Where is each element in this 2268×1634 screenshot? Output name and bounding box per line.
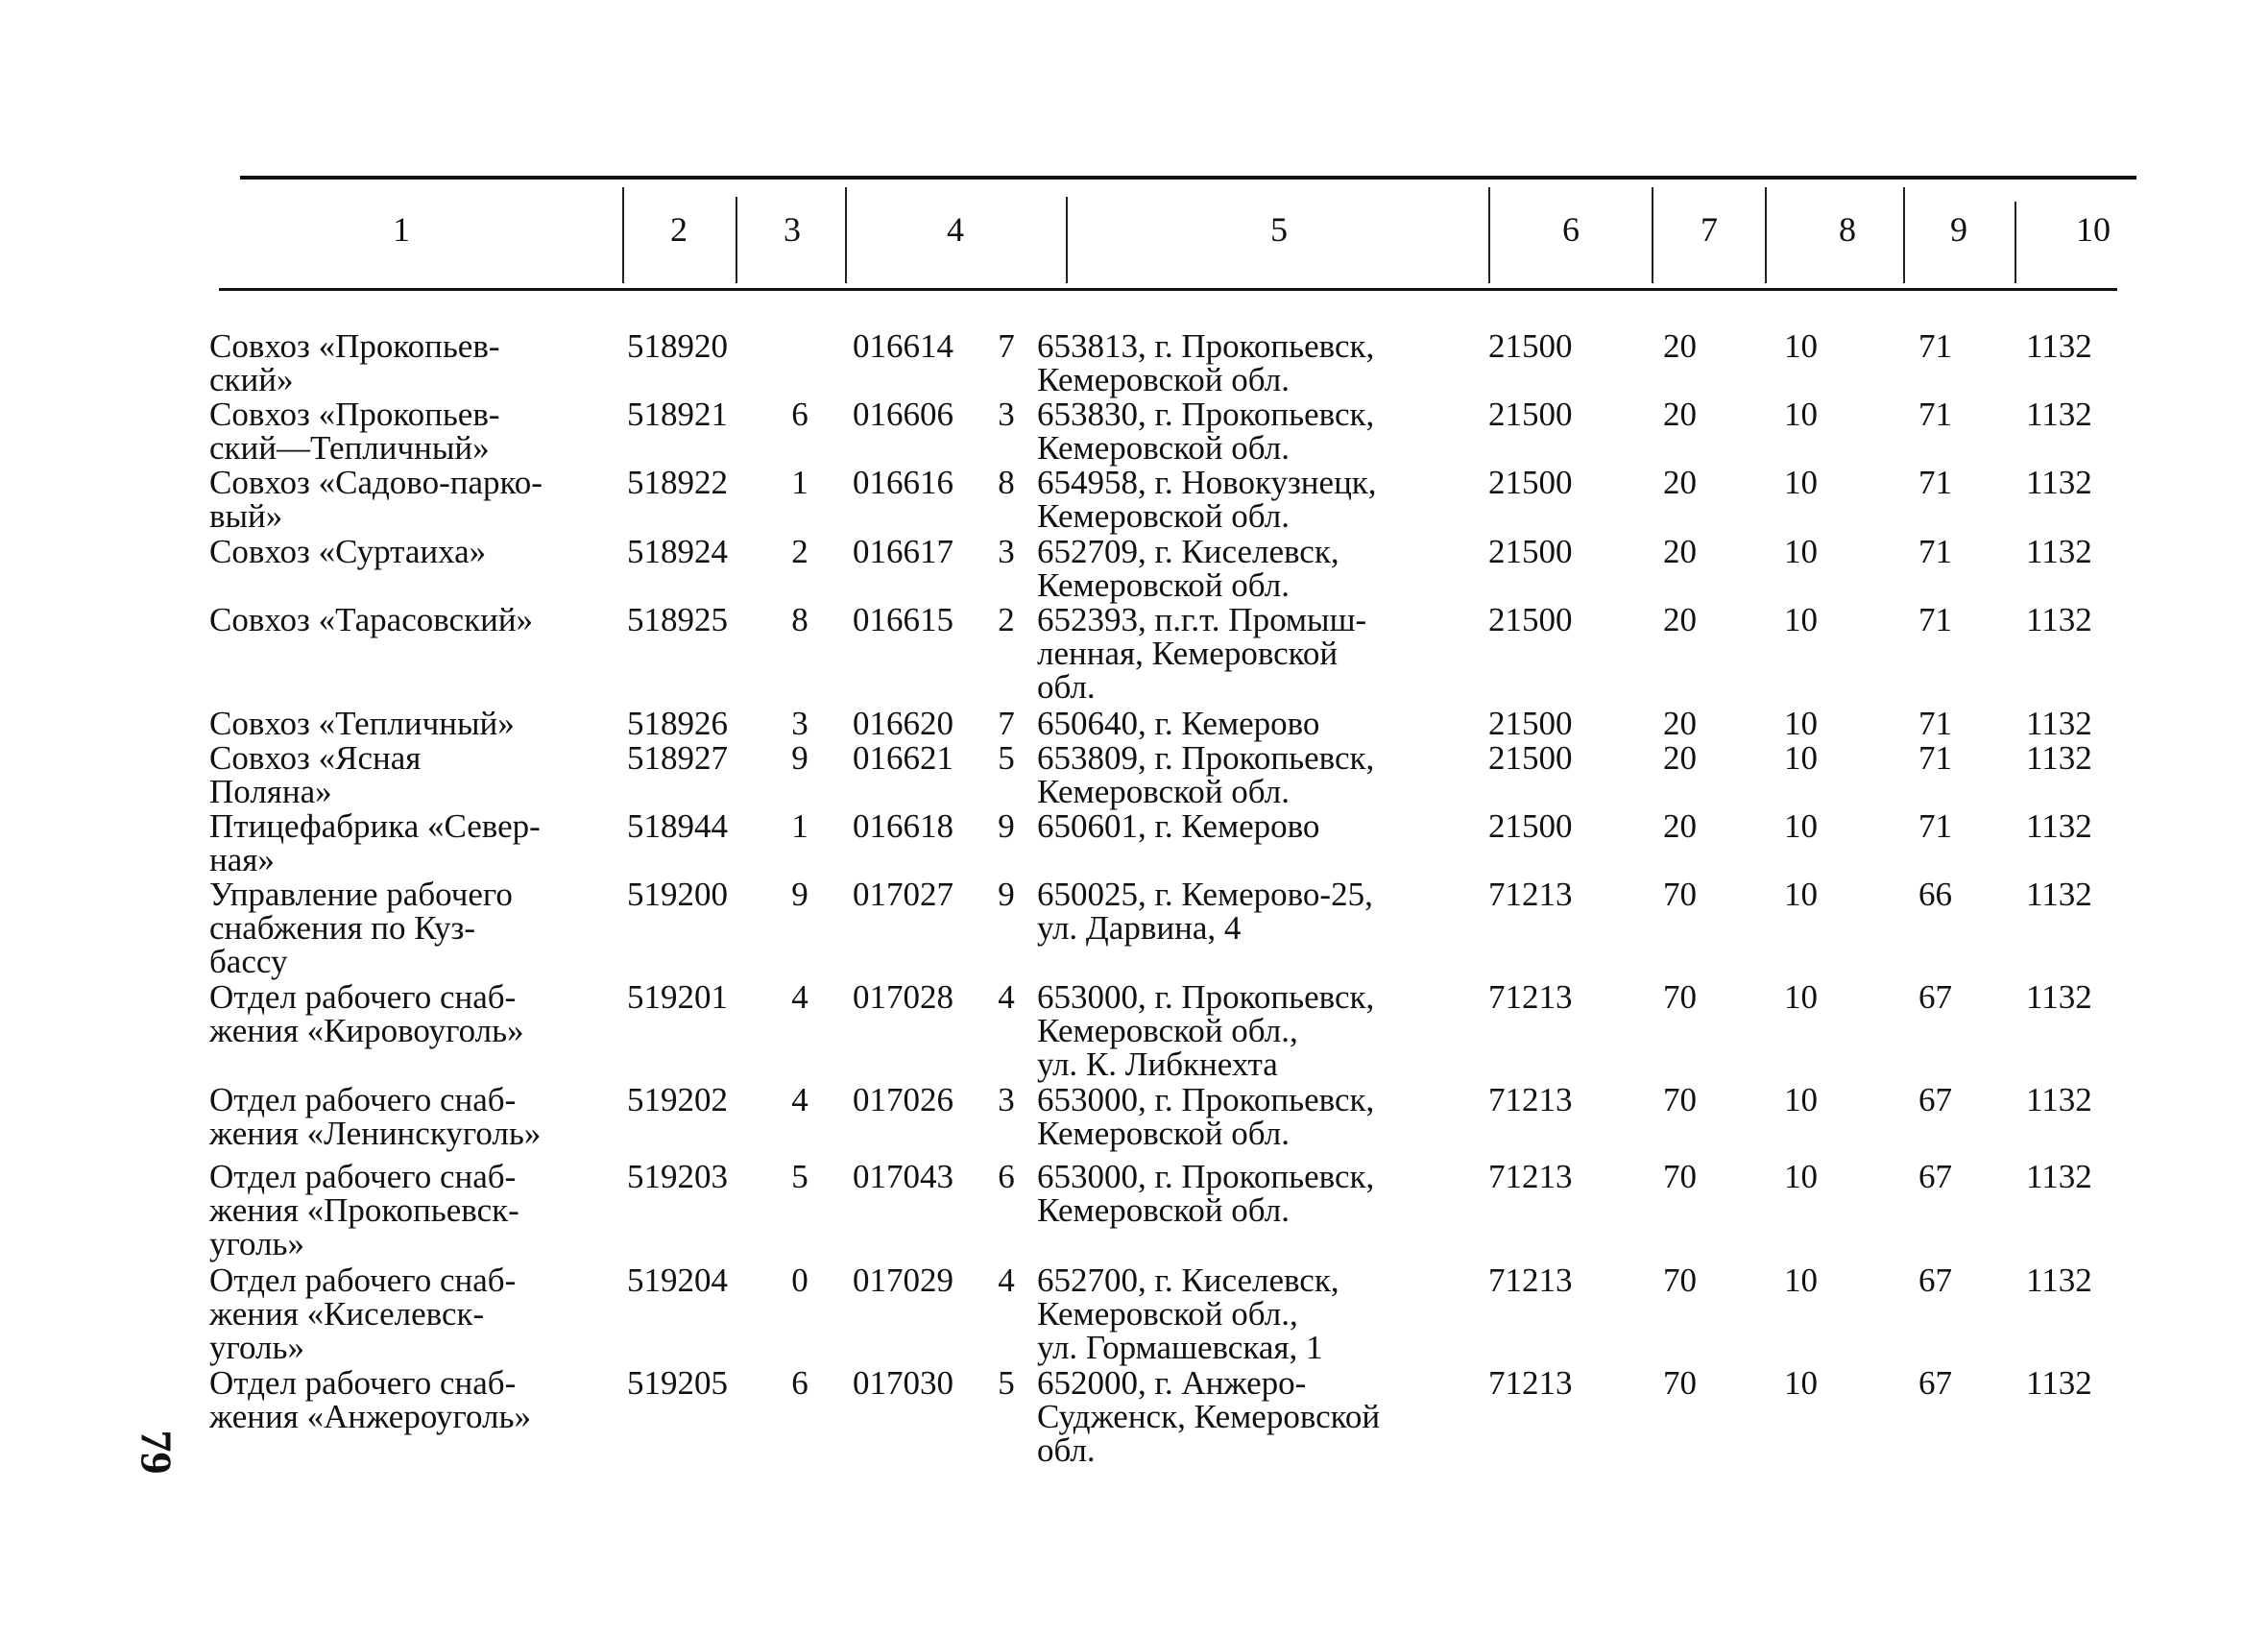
header-separator <box>1765 187 1767 283</box>
code-column-9: 67 <box>1918 1081 1952 1118</box>
column-header-2: 2 <box>670 210 688 249</box>
check-digit-column-4: 2 <box>998 601 1015 638</box>
address: 652000, г. Анжеро- Судженск, Кемеровской обл. <box>1037 1364 1381 1469</box>
organization-name: Птицефабрика «Север- ная» <box>209 807 541 878</box>
column-header-3: 3 <box>784 210 801 249</box>
code-column-10: 1132 <box>2026 1158 2092 1195</box>
code-column-9: 66 <box>1918 876 1952 913</box>
header-bottom-rule <box>219 288 2117 291</box>
address: 653813, г. Прокопьевск, Кемеровской обл. <box>1037 327 1375 398</box>
code-column-2: 518921 <box>627 396 728 433</box>
check-digit-column-3: 9 <box>791 739 808 777</box>
header-separator <box>1488 187 1490 283</box>
check-digit-column-4: 6 <box>998 1158 1015 1195</box>
code-column-7: 20 <box>1663 705 1697 742</box>
code-column-10: 1132 <box>2026 464 2092 501</box>
column-header-10: 10 <box>2076 210 2111 249</box>
code-column-6: 21500 <box>1488 705 1573 742</box>
code-column-7: 20 <box>1663 601 1697 638</box>
code-column-9: 71 <box>1918 601 1952 638</box>
code-column-8: 10 <box>1784 396 1818 433</box>
check-digit-column-3: 4 <box>791 978 808 1016</box>
code-column-10: 1132 <box>2026 1364 2092 1402</box>
code-column-7: 70 <box>1663 1262 1697 1299</box>
code-column-6: 21500 <box>1488 601 1573 638</box>
check-digit-column-3: 3 <box>791 705 808 742</box>
column-header-7: 7 <box>1701 210 1718 249</box>
column-header-8: 8 <box>1839 210 1856 249</box>
code-column-8: 10 <box>1784 1081 1818 1118</box>
code-column-10: 1132 <box>2026 978 2092 1016</box>
header-separator <box>1652 187 1653 283</box>
organization-name: Отдел рабочего снаб- жения «Анжероуголь» <box>209 1364 531 1435</box>
code-column-2: 519205 <box>627 1364 728 1402</box>
organization-name: Отдел рабочего снаб- жения «Кировоуголь» <box>209 978 524 1049</box>
code-column-10: 1132 <box>2026 1081 2092 1118</box>
check-digit-column-4: 7 <box>998 705 1015 742</box>
code-column-8: 10 <box>1784 1158 1818 1195</box>
code-column-7: 20 <box>1663 464 1697 501</box>
check-digit-column-4: 5 <box>998 1364 1015 1402</box>
check-digit-column-3: 1 <box>791 807 808 845</box>
code-column-10: 1132 <box>2026 327 2092 365</box>
code-column-9: 71 <box>1918 807 1952 845</box>
code-column-4: 017029 <box>853 1262 953 1299</box>
code-column-4: 016618 <box>853 807 953 845</box>
organization-name: Отдел рабочего снаб- жения «Прокопьевск- уголь» <box>209 1158 519 1262</box>
address: 653000, г. Прокопьевск, Кемеровской обл., ул. К. Либкнехта <box>1037 978 1375 1083</box>
organization-name: Совхоз «Прокопьев- ский—Тепличный» <box>209 396 500 467</box>
code-column-9: 67 <box>1918 978 1952 1016</box>
column-header-9: 9 <box>1950 210 1967 249</box>
organization-name: Отдел рабочего снаб- жения «Ленинскуголь» <box>209 1081 542 1152</box>
header-separator <box>736 197 737 283</box>
header-separator <box>1066 197 1068 283</box>
code-column-4: 016616 <box>853 464 953 501</box>
address: 652700, г. Киселевск, Кемеровской обл., ул. Гормашевская, 1 <box>1037 1262 1339 1366</box>
code-column-10: 1132 <box>2026 739 2092 777</box>
code-column-8: 10 <box>1784 533 1818 570</box>
code-column-7: 70 <box>1663 876 1697 913</box>
check-digit-column-4: 7 <box>998 327 1015 365</box>
check-digit-column-3: 6 <box>791 1364 808 1402</box>
check-digit-column-3: 9 <box>791 876 808 913</box>
address: 653000, г. Прокопьевск, Кемеровской обл. <box>1037 1081 1375 1152</box>
code-column-6: 21500 <box>1488 327 1573 365</box>
code-column-6: 21500 <box>1488 396 1573 433</box>
check-digit-column-3: 8 <box>791 601 808 638</box>
organization-name: Совхоз «Тепличный» <box>209 705 515 742</box>
address: 650640, г. Кемерово <box>1037 705 1320 742</box>
header-separator <box>1903 187 1905 283</box>
code-column-9: 71 <box>1918 464 1952 501</box>
code-column-2: 518924 <box>627 533 728 570</box>
code-column-8: 10 <box>1784 705 1818 742</box>
code-column-2: 518922 <box>627 464 728 501</box>
check-digit-column-3: 1 <box>791 464 808 501</box>
organization-name: Совхоз «Садово-парко- вый» <box>209 464 543 535</box>
organization-name: Совхоз «Прокопьев- ский» <box>209 327 500 398</box>
code-column-9: 71 <box>1918 739 1952 777</box>
code-column-7: 20 <box>1663 533 1697 570</box>
code-column-9: 67 <box>1918 1262 1952 1299</box>
code-column-10: 1132 <box>2026 533 2092 570</box>
code-column-4: 016614 <box>853 327 953 365</box>
address: 652709, г. Киселевск, Кемеровской обл. <box>1037 533 1339 604</box>
code-column-4: 017026 <box>853 1081 953 1118</box>
code-column-4: 017028 <box>853 978 953 1016</box>
column-header-6: 6 <box>1562 210 1580 249</box>
code-column-9: 67 <box>1918 1158 1952 1195</box>
organization-name: Управление рабочего снабжения по Куз- бассу <box>209 876 513 980</box>
code-column-7: 70 <box>1663 1364 1697 1402</box>
check-digit-column-4: 3 <box>998 1081 1015 1118</box>
address: 653809, г. Прокопьевск, Кемеровской обл. <box>1037 739 1375 810</box>
check-digit-column-4: 5 <box>998 739 1015 777</box>
code-column-9: 71 <box>1918 327 1952 365</box>
code-column-8: 10 <box>1784 807 1818 845</box>
code-column-7: 20 <box>1663 327 1697 365</box>
check-digit-column-3: 2 <box>791 533 808 570</box>
code-column-2: 519202 <box>627 1081 728 1118</box>
organization-name: Совхоз «Ясная Поляна» <box>209 739 422 810</box>
check-digit-column-4: 9 <box>998 876 1015 913</box>
check-digit-column-3: 5 <box>791 1158 808 1195</box>
code-column-6: 21500 <box>1488 464 1573 501</box>
code-column-8: 10 <box>1784 876 1818 913</box>
code-column-10: 1132 <box>2026 396 2092 433</box>
check-digit-column-4: 9 <box>998 807 1015 845</box>
address: 652393, п.г.т. Промыш- ленная, Кемеровской обл. <box>1037 601 1367 706</box>
code-column-6: 21500 <box>1488 533 1573 570</box>
code-column-2: 519204 <box>627 1262 728 1299</box>
code-column-6: 71213 <box>1488 978 1573 1016</box>
code-column-2: 519203 <box>627 1158 728 1195</box>
code-column-7: 20 <box>1663 807 1697 845</box>
table-top-rule <box>240 176 2136 180</box>
code-column-4: 016617 <box>853 533 953 570</box>
code-column-2: 518944 <box>627 807 728 845</box>
code-column-8: 10 <box>1784 601 1818 638</box>
code-column-4: 016606 <box>853 396 953 433</box>
check-digit-column-4: 4 <box>998 1262 1015 1299</box>
code-column-6: 71213 <box>1488 1158 1573 1195</box>
code-column-10: 1132 <box>2026 807 2092 845</box>
check-digit-column-4: 3 <box>998 533 1015 570</box>
check-digit-column-4: 3 <box>998 396 1015 433</box>
code-column-6: 21500 <box>1488 739 1573 777</box>
header-separator <box>622 187 624 283</box>
check-digit-column-3: 6 <box>791 396 808 433</box>
code-column-10: 1132 <box>2026 601 2092 638</box>
code-column-9: 71 <box>1918 396 1952 433</box>
code-column-9: 67 <box>1918 1364 1952 1402</box>
code-column-8: 10 <box>1784 1262 1818 1299</box>
code-column-10: 1132 <box>2026 705 2092 742</box>
header-separator <box>845 187 847 283</box>
page-number: 79 <box>132 1430 181 1475</box>
code-column-6: 71213 <box>1488 1081 1573 1118</box>
code-column-4: 017043 <box>853 1158 953 1195</box>
organization-name: Совхоз «Тарасовский» <box>209 601 534 638</box>
code-column-4: 017027 <box>853 876 953 913</box>
code-column-4: 016615 <box>853 601 953 638</box>
code-column-6: 71213 <box>1488 1364 1573 1402</box>
code-column-7: 20 <box>1663 396 1697 433</box>
address: 653000, г. Прокопьевск, Кемеровской обл. <box>1037 1158 1375 1229</box>
code-column-8: 10 <box>1784 978 1818 1016</box>
check-digit-column-4: 4 <box>998 978 1015 1016</box>
code-column-8: 10 <box>1784 739 1818 777</box>
organization-name: Совхоз «Суртаиха» <box>209 533 487 570</box>
code-column-2: 518920 <box>627 327 728 365</box>
code-column-7: 70 <box>1663 1158 1697 1195</box>
address: 653830, г. Прокопьевск, Кемеровской обл. <box>1037 396 1375 467</box>
address: 654958, г. Новокузнецк, Кемеровской обл. <box>1037 464 1377 535</box>
code-column-2: 519201 <box>627 978 728 1016</box>
code-column-9: 71 <box>1918 533 1952 570</box>
column-header-1: 1 <box>393 210 410 249</box>
code-column-6: 71213 <box>1488 876 1573 913</box>
code-column-6: 21500 <box>1488 807 1573 845</box>
code-column-2: 518925 <box>627 601 728 638</box>
header-separator <box>2015 202 2016 283</box>
code-column-4: 016620 <box>853 705 953 742</box>
code-column-10: 1132 <box>2026 876 2092 913</box>
code-column-2: 518927 <box>627 739 728 777</box>
code-column-9: 71 <box>1918 705 1952 742</box>
check-digit-column-3: 0 <box>791 1262 808 1299</box>
code-column-2: 519200 <box>627 876 728 913</box>
address: 650025, г. Кемерово-25, ул. Дарвина, 4 <box>1037 876 1373 947</box>
check-digit-column-4: 8 <box>998 464 1015 501</box>
code-column-4: 017030 <box>853 1364 953 1402</box>
column-header-4: 4 <box>947 210 964 249</box>
code-column-8: 10 <box>1784 327 1818 365</box>
code-column-7: 70 <box>1663 1081 1697 1118</box>
code-column-7: 20 <box>1663 739 1697 777</box>
code-column-8: 10 <box>1784 1364 1818 1402</box>
organization-name: Отдел рабочего снаб- жения «Киселевск- уголь» <box>209 1262 517 1366</box>
code-column-7: 70 <box>1663 978 1697 1016</box>
code-column-4: 016621 <box>853 739 953 777</box>
code-column-8: 10 <box>1784 464 1818 501</box>
check-digit-column-3: 4 <box>791 1081 808 1118</box>
code-column-2: 518926 <box>627 705 728 742</box>
column-header-5: 5 <box>1270 210 1288 249</box>
address: 650601, г. Кемерово <box>1037 807 1320 845</box>
code-column-10: 1132 <box>2026 1262 2092 1299</box>
code-column-6: 71213 <box>1488 1262 1573 1299</box>
